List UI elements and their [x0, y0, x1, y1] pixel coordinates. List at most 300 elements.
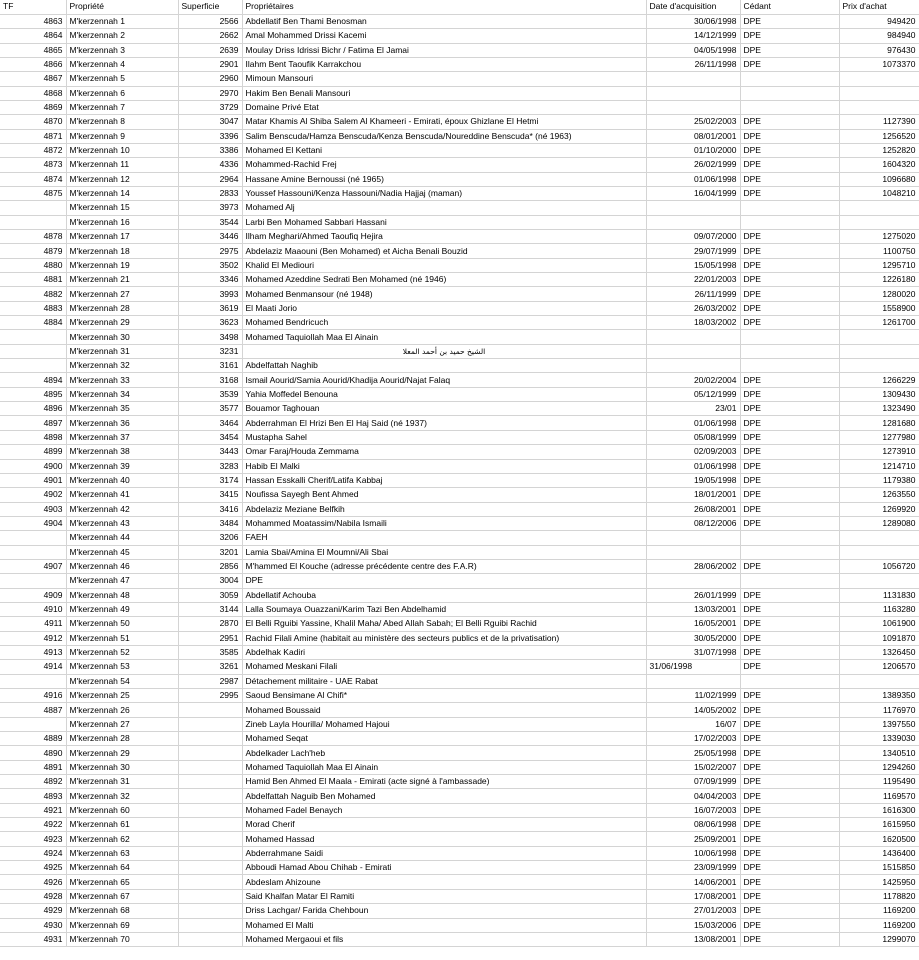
cell-superficie[interactable] — [178, 932, 242, 946]
cell-cedant[interactable]: DPE — [740, 445, 839, 459]
cell-tf[interactable]: 4909 — [0, 588, 66, 602]
cell-tf[interactable]: 4904 — [0, 516, 66, 530]
cell-date[interactable] — [646, 330, 740, 344]
cell-date[interactable]: 01/06/1998 — [646, 459, 740, 473]
cell-proprietaires[interactable]: Abboudi Hamad Abou Chihab - Emirati — [242, 861, 646, 875]
cell-cedant[interactable]: DPE — [740, 172, 839, 186]
cell-proprietaires[interactable]: Mohamed Azeddine Sedrati Ben Mohamed (né 1946) — [242, 273, 646, 287]
cell-prix[interactable] — [839, 531, 919, 545]
cell-tf[interactable]: 4921 — [0, 803, 66, 817]
cell-proprietaires[interactable]: Mohamed Meskani Filali — [242, 660, 646, 674]
cell-date[interactable]: 14/06/2001 — [646, 875, 740, 889]
cell-proprietaires[interactable]: Mimoun Mansouri — [242, 72, 646, 86]
cell-tf[interactable]: 4931 — [0, 932, 66, 946]
cell-date[interactable]: 25/09/2001 — [646, 832, 740, 846]
cell-proprietaires[interactable]: Hamid Ben Ahmed El Maala - Emirati (acte signé à l'ambassade) — [242, 775, 646, 789]
cell-date[interactable]: 19/05/1998 — [646, 473, 740, 487]
cell-cedant[interactable]: DPE — [740, 861, 839, 875]
cell-propriete[interactable]: M'kerzennah 50 — [66, 617, 178, 631]
cell-cedant[interactable] — [740, 86, 839, 100]
cell-tf[interactable]: 4902 — [0, 488, 66, 502]
cell-superficie[interactable] — [178, 846, 242, 860]
cell-tf[interactable]: 4881 — [0, 273, 66, 287]
cell-prix[interactable]: 1273910 — [839, 445, 919, 459]
cell-date[interactable]: 26/11/1998 — [646, 57, 740, 71]
cell-proprietaires[interactable]: Bouamor Taghouan — [242, 402, 646, 416]
cell-cedant[interactable]: DPE — [740, 889, 839, 903]
cell-tf[interactable]: 4903 — [0, 502, 66, 516]
cell-cedant[interactable]: DPE — [740, 57, 839, 71]
cell-prix[interactable]: 1436400 — [839, 846, 919, 860]
cell-superficie[interactable]: 3454 — [178, 430, 242, 444]
cell-prix[interactable]: 1604320 — [839, 158, 919, 172]
cell-superficie[interactable]: 3484 — [178, 516, 242, 530]
cell-proprietaires[interactable]: Abdellatif Achouba — [242, 588, 646, 602]
column-header-cedant[interactable]: Cédant — [740, 0, 839, 14]
cell-proprietaires[interactable]: Mohamed Taquiollah Maa El Ainain — [242, 330, 646, 344]
cell-propriete[interactable]: M'kerzennah 28 — [66, 732, 178, 746]
cell-proprietaires[interactable]: Lalla Soumaya Ouazzani/Karim Tazi Ben Abdelhamid — [242, 602, 646, 616]
cell-propriete[interactable]: M'kerzennah 12 — [66, 172, 178, 186]
cell-cedant[interactable]: DPE — [740, 273, 839, 287]
cell-date[interactable]: 08/12/2006 — [646, 516, 740, 530]
cell-tf[interactable]: 4916 — [0, 689, 66, 703]
cell-prix[interactable] — [839, 359, 919, 373]
cell-date[interactable]: 25/02/2003 — [646, 115, 740, 129]
cell-cedant[interactable] — [740, 100, 839, 114]
cell-date[interactable]: 15/05/1998 — [646, 258, 740, 272]
cell-date[interactable] — [646, 674, 740, 688]
cell-propriete[interactable]: M'kerzennah 40 — [66, 473, 178, 487]
cell-superficie[interactable]: 3396 — [178, 129, 242, 143]
cell-propriete[interactable]: M'kerzennah 33 — [66, 373, 178, 387]
cell-cedant[interactable]: DPE — [740, 143, 839, 157]
cell-superficie[interactable]: 4336 — [178, 158, 242, 172]
cell-cedant[interactable]: DPE — [740, 875, 839, 889]
cell-cedant[interactable]: DPE — [740, 473, 839, 487]
cell-proprietaires[interactable]: Noufissa Sayegh Bent Ahmed — [242, 488, 646, 502]
cell-propriete[interactable]: M'kerzennah 61 — [66, 818, 178, 832]
cell-superficie[interactable]: 3261 — [178, 660, 242, 674]
cell-propriete[interactable]: M'kerzennah 67 — [66, 889, 178, 903]
cell-tf[interactable]: 4892 — [0, 775, 66, 789]
cell-prix[interactable]: 1277980 — [839, 430, 919, 444]
cell-proprietaires[interactable]: الشيخ حميد بن أحمد المعلا — [242, 344, 646, 358]
cell-proprietaires[interactable]: Mohammed Moatassim/Nabila Ismaili — [242, 516, 646, 530]
cell-propriete[interactable]: M'kerzennah 29 — [66, 316, 178, 330]
cell-proprietaires[interactable]: Abdeslam Ahizoune — [242, 875, 646, 889]
cell-superficie[interactable]: 3443 — [178, 445, 242, 459]
cell-proprietaires[interactable]: M'hammed El Kouche (adresse précédente centre des F.A.R) — [242, 559, 646, 573]
cell-propriete[interactable]: M'kerzennah 14 — [66, 186, 178, 200]
cell-date[interactable]: 05/12/1999 — [646, 387, 740, 401]
cell-prix[interactable]: 1195490 — [839, 775, 919, 789]
cell-cedant[interactable]: DPE — [740, 746, 839, 760]
cell-propriete[interactable]: M'kerzennah 29 — [66, 746, 178, 760]
cell-propriete[interactable]: M'kerzennah 3 — [66, 43, 178, 57]
cell-proprietaires[interactable]: Ilahm Bent Taoufik Karrakchou — [242, 57, 646, 71]
cell-date[interactable]: 14/12/1999 — [646, 29, 740, 43]
cell-date[interactable] — [646, 215, 740, 229]
cell-proprietaires[interactable]: Hassan Esskalli Cherif/Latifa Kabbaj — [242, 473, 646, 487]
cell-prix[interactable]: 1616300 — [839, 803, 919, 817]
cell-propriete[interactable]: M'kerzennah 36 — [66, 416, 178, 430]
cell-tf[interactable]: 4900 — [0, 459, 66, 473]
cell-date[interactable]: 27/01/2003 — [646, 904, 740, 918]
cell-cedant[interactable]: DPE — [740, 373, 839, 387]
cell-tf[interactable]: 4930 — [0, 918, 66, 932]
cell-date[interactable] — [646, 201, 740, 215]
cell-date[interactable]: 30/05/2000 — [646, 631, 740, 645]
cell-cedant[interactable]: DPE — [740, 316, 839, 330]
cell-cedant[interactable]: DPE — [740, 645, 839, 659]
cell-propriete[interactable]: M'kerzennah 25 — [66, 689, 178, 703]
cell-prix[interactable] — [839, 344, 919, 358]
cell-cedant[interactable]: DPE — [740, 617, 839, 631]
cell-tf[interactable] — [0, 717, 66, 731]
cell-superficie[interactable]: 3174 — [178, 473, 242, 487]
cell-prix[interactable] — [839, 330, 919, 344]
cell-proprietaires[interactable]: Matar Khamis Al Shiba Salem Al Khameeri - Emirati, époux Ghizlane El Hetmi — [242, 115, 646, 129]
cell-tf[interactable]: 4879 — [0, 244, 66, 258]
cell-proprietaires[interactable]: Mohamed Mergaoui et fils — [242, 932, 646, 946]
cell-date[interactable]: 10/06/1998 — [646, 846, 740, 860]
cell-propriete[interactable]: M'kerzennah 68 — [66, 904, 178, 918]
cell-propriete[interactable]: M'kerzennah 9 — [66, 129, 178, 143]
cell-date[interactable]: 02/09/2003 — [646, 445, 740, 459]
cell-proprietaires[interactable]: Mohamed Benmansour (né 1948) — [242, 287, 646, 301]
cell-superficie[interactable] — [178, 732, 242, 746]
cell-proprietaires[interactable]: Saoud Bensimane Al Chifi* — [242, 689, 646, 703]
cell-superficie[interactable] — [178, 889, 242, 903]
cell-tf[interactable]: 4890 — [0, 746, 66, 760]
cell-propriete[interactable]: M'kerzennah 52 — [66, 645, 178, 659]
cell-propriete[interactable]: M'kerzennah 7 — [66, 100, 178, 114]
cell-proprietaires[interactable]: Morad Cherif — [242, 818, 646, 832]
cell-date[interactable]: 30/06/1998 — [646, 14, 740, 28]
cell-superficie[interactable]: 3577 — [178, 402, 242, 416]
cell-propriete[interactable]: M'kerzennah 32 — [66, 789, 178, 803]
cell-prix[interactable] — [839, 215, 919, 229]
cell-prix[interactable]: 1056720 — [839, 559, 919, 573]
cell-tf[interactable]: 4925 — [0, 861, 66, 875]
cell-prix[interactable]: 1275020 — [839, 230, 919, 244]
cell-propriete[interactable]: M'kerzennah 54 — [66, 674, 178, 688]
cell-tf[interactable]: 4922 — [0, 818, 66, 832]
cell-superficie[interactable]: 3206 — [178, 531, 242, 545]
cell-cedant[interactable] — [740, 545, 839, 559]
cell-cedant[interactable]: DPE — [740, 775, 839, 789]
cell-superficie[interactable]: 2951 — [178, 631, 242, 645]
cell-tf[interactable]: 4884 — [0, 316, 66, 330]
cell-superficie[interactable]: 2856 — [178, 559, 242, 573]
cell-propriete[interactable]: M'kerzennah 51 — [66, 631, 178, 645]
cell-propriete[interactable]: M'kerzennah 69 — [66, 918, 178, 932]
cell-superficie[interactable]: 3004 — [178, 574, 242, 588]
cell-cedant[interactable] — [740, 344, 839, 358]
cell-propriete[interactable]: M'kerzennah 26 — [66, 703, 178, 717]
cell-tf[interactable] — [0, 531, 66, 545]
cell-date[interactable] — [646, 344, 740, 358]
cell-proprietaires[interactable]: Abdelfattah Naguib Ben Mohamed — [242, 789, 646, 803]
cell-propriete[interactable]: M'kerzennah 6 — [66, 86, 178, 100]
cell-cedant[interactable] — [740, 574, 839, 588]
cell-prix[interactable]: 1389350 — [839, 689, 919, 703]
cell-tf[interactable]: 4869 — [0, 100, 66, 114]
cell-propriete[interactable]: M'kerzennah 47 — [66, 574, 178, 588]
cell-prix[interactable]: 1163280 — [839, 602, 919, 616]
cell-cedant[interactable]: DPE — [740, 516, 839, 530]
cell-tf[interactable] — [0, 215, 66, 229]
cell-propriete[interactable]: M'kerzennah 28 — [66, 301, 178, 315]
cell-tf[interactable]: 4907 — [0, 559, 66, 573]
cell-proprietaires[interactable]: Mohamed El Kettani — [242, 143, 646, 157]
cell-superficie[interactable] — [178, 789, 242, 803]
cell-prix[interactable]: 1263550 — [839, 488, 919, 502]
cell-proprietaires[interactable]: Ismail Aourid/Samia Aourid/Khadija Aourid/Najat Falaq — [242, 373, 646, 387]
cell-prix[interactable]: 1252820 — [839, 143, 919, 157]
cell-cedant[interactable]: DPE — [740, 932, 839, 946]
cell-cedant[interactable]: DPE — [740, 115, 839, 129]
cell-superficie[interactable]: 3231 — [178, 344, 242, 358]
cell-date[interactable]: 31/07/1998 — [646, 645, 740, 659]
cell-propriete[interactable]: M'kerzennah 31 — [66, 775, 178, 789]
cell-propriete[interactable]: M'kerzennah 62 — [66, 832, 178, 846]
cell-propriete[interactable]: M'kerzennah 27 — [66, 287, 178, 301]
cell-superficie[interactable]: 3416 — [178, 502, 242, 516]
cell-propriete[interactable]: M'kerzennah 34 — [66, 387, 178, 401]
cell-cedant[interactable]: DPE — [740, 703, 839, 717]
cell-prix[interactable]: 1061900 — [839, 617, 919, 631]
cell-propriete[interactable]: M'kerzennah 16 — [66, 215, 178, 229]
column-header-date[interactable]: Date d'acquisition — [646, 0, 740, 14]
cell-prix[interactable]: 1127390 — [839, 115, 919, 129]
cell-superficie[interactable]: 3283 — [178, 459, 242, 473]
cell-date[interactable]: 11/02/1999 — [646, 689, 740, 703]
cell-proprietaires[interactable]: Rachid Filali Amine (habitait au ministère des secteurs publics et de la privatisation) — [242, 631, 646, 645]
cell-date[interactable]: 01/06/1998 — [646, 172, 740, 186]
cell-proprietaires[interactable]: Omar Faraj/Houda Zemmama — [242, 445, 646, 459]
cell-date[interactable] — [646, 72, 740, 86]
cell-propriete[interactable]: M'kerzennah 10 — [66, 143, 178, 157]
cell-tf[interactable]: 4871 — [0, 129, 66, 143]
cell-proprietaires[interactable]: Mohamed Bendricuch — [242, 316, 646, 330]
cell-cedant[interactable]: DPE — [740, 631, 839, 645]
cell-superficie[interactable]: 3346 — [178, 273, 242, 287]
cell-cedant[interactable]: DPE — [740, 459, 839, 473]
cell-superficie[interactable]: 2870 — [178, 617, 242, 631]
cell-proprietaires[interactable]: Salim Benscuda/Hamza Benscuda/Kenza Benscuda/Noureddine Benscuda* (né 1963) — [242, 129, 646, 143]
cell-tf[interactable]: 4914 — [0, 660, 66, 674]
cell-superficie[interactable]: 3502 — [178, 258, 242, 272]
cell-tf[interactable] — [0, 545, 66, 559]
cell-superficie[interactable] — [178, 746, 242, 760]
cell-proprietaires[interactable]: Abdellatif Ben Thami Benosman — [242, 14, 646, 28]
cell-propriete[interactable]: M'kerzennah 49 — [66, 602, 178, 616]
cell-date[interactable]: 26/08/2001 — [646, 502, 740, 516]
cell-propriete[interactable]: M'kerzennah 60 — [66, 803, 178, 817]
cell-propriete[interactable]: M'kerzennah 53 — [66, 660, 178, 674]
cell-date[interactable]: 08/06/1998 — [646, 818, 740, 832]
cell-date[interactable]: 13/03/2001 — [646, 602, 740, 616]
cell-cedant[interactable]: DPE — [740, 402, 839, 416]
cell-tf[interactable]: 4868 — [0, 86, 66, 100]
cell-prix[interactable]: 976430 — [839, 43, 919, 57]
cell-date[interactable] — [646, 359, 740, 373]
cell-superficie[interactable] — [178, 861, 242, 875]
cell-date[interactable]: 01/10/2000 — [646, 143, 740, 157]
cell-cedant[interactable]: DPE — [740, 832, 839, 846]
cell-date[interactable] — [646, 545, 740, 559]
cell-superficie[interactable]: 3047 — [178, 115, 242, 129]
cell-tf[interactable] — [0, 574, 66, 588]
cell-propriete[interactable]: M'kerzennah 30 — [66, 760, 178, 774]
cell-tf[interactable]: 4866 — [0, 57, 66, 71]
cell-proprietaires[interactable]: Moulay Driss Idrissi Bichr / Fatima El Jamai — [242, 43, 646, 57]
cell-prix[interactable]: 1397550 — [839, 717, 919, 731]
cell-date[interactable]: 26/02/1999 — [646, 158, 740, 172]
cell-cedant[interactable]: DPE — [740, 732, 839, 746]
cell-proprietaires[interactable]: Mohamed Alj — [242, 201, 646, 215]
cell-superficie[interactable]: 3464 — [178, 416, 242, 430]
cell-proprietaires[interactable]: Abdelhak Kadiri — [242, 645, 646, 659]
cell-cedant[interactable]: DPE — [740, 559, 839, 573]
cell-propriete[interactable]: M'kerzennah 27 — [66, 717, 178, 731]
cell-prix[interactable]: 1178820 — [839, 889, 919, 903]
cell-tf[interactable] — [0, 344, 66, 358]
cell-cedant[interactable]: DPE — [740, 846, 839, 860]
cell-cedant[interactable]: DPE — [740, 43, 839, 57]
cell-tf[interactable]: 4924 — [0, 846, 66, 860]
cell-tf[interactable]: 4897 — [0, 416, 66, 430]
cell-superficie[interactable]: 3059 — [178, 588, 242, 602]
cell-date[interactable]: 16/07 — [646, 717, 740, 731]
cell-tf[interactable]: 4895 — [0, 387, 66, 401]
cell-date[interactable]: 07/09/1999 — [646, 775, 740, 789]
cell-propriete[interactable]: M'kerzennah 17 — [66, 230, 178, 244]
cell-superficie[interactable]: 2964 — [178, 172, 242, 186]
cell-superficie[interactable]: 2639 — [178, 43, 242, 57]
cell-tf[interactable]: 4878 — [0, 230, 66, 244]
column-header-tf[interactable]: TF — [0, 0, 66, 14]
cell-tf[interactable]: 4893 — [0, 789, 66, 803]
cell-propriete[interactable]: M'kerzennah 11 — [66, 158, 178, 172]
cell-tf[interactable]: 4872 — [0, 143, 66, 157]
cell-prix[interactable]: 1169200 — [839, 904, 919, 918]
cell-superficie[interactable]: 3498 — [178, 330, 242, 344]
cell-superficie[interactable] — [178, 703, 242, 717]
cell-cedant[interactable] — [740, 201, 839, 215]
cell-propriete[interactable]: M'kerzennah 18 — [66, 244, 178, 258]
cell-proprietaires[interactable]: Driss Lachgar/ Farida Chehboun — [242, 904, 646, 918]
cell-tf[interactable]: 4883 — [0, 301, 66, 315]
cell-date[interactable]: 17/08/2001 — [646, 889, 740, 903]
cell-superficie[interactable]: 3161 — [178, 359, 242, 373]
cell-proprietaires[interactable]: Zineb Layla Hourilla/ Mohamed Hajoui — [242, 717, 646, 731]
cell-proprietaires[interactable]: Youssef Hassouni/Kenza Hassouni/Nadia Hajjaj (maman) — [242, 186, 646, 200]
cell-date[interactable] — [646, 574, 740, 588]
cell-prix[interactable]: 1326450 — [839, 645, 919, 659]
cell-prix[interactable]: 1558900 — [839, 301, 919, 315]
cell-proprietaires[interactable]: Mohamed El Malti — [242, 918, 646, 932]
cell-cedant[interactable]: DPE — [740, 387, 839, 401]
cell-date[interactable]: 23/01 — [646, 402, 740, 416]
cell-cedant[interactable] — [740, 531, 839, 545]
cell-proprietaires[interactable]: Ilham Meghari/Ahmed Taoufiq Hejira — [242, 230, 646, 244]
cell-cedant[interactable]: DPE — [740, 602, 839, 616]
cell-tf[interactable]: 4923 — [0, 832, 66, 846]
cell-date[interactable]: 18/01/2001 — [646, 488, 740, 502]
cell-tf[interactable] — [0, 201, 66, 215]
cell-superficie[interactable]: 3619 — [178, 301, 242, 315]
cell-prix[interactable]: 949420 — [839, 14, 919, 28]
cell-tf[interactable] — [0, 674, 66, 688]
cell-tf[interactable] — [0, 359, 66, 373]
cell-prix[interactable]: 1073370 — [839, 57, 919, 71]
cell-tf[interactable]: 4901 — [0, 473, 66, 487]
cell-superficie[interactable]: 2566 — [178, 14, 242, 28]
column-header-proprietaires[interactable]: Propriétaires — [242, 0, 646, 14]
cell-proprietaires[interactable]: Mohamed Taquiollah Maa El Ainain — [242, 760, 646, 774]
cell-prix[interactable]: 1206570 — [839, 660, 919, 674]
cell-propriete[interactable]: M'kerzennah 37 — [66, 430, 178, 444]
cell-cedant[interactable]: DPE — [740, 918, 839, 932]
cell-superficie[interactable]: 3144 — [178, 602, 242, 616]
cell-propriete[interactable]: M'kerzennah 2 — [66, 29, 178, 43]
cell-superficie[interactable]: 3544 — [178, 215, 242, 229]
cell-tf[interactable]: 4882 — [0, 287, 66, 301]
cell-date[interactable] — [646, 100, 740, 114]
cell-prix[interactable]: 1280020 — [839, 287, 919, 301]
cell-proprietaires[interactable]: Said Khalfan Matar El Ramiti — [242, 889, 646, 903]
cell-prix[interactable]: 1266229 — [839, 373, 919, 387]
cell-proprietaires[interactable]: Mohammed-Rachid Frej — [242, 158, 646, 172]
cell-cedant[interactable] — [740, 215, 839, 229]
cell-propriete[interactable]: M'kerzennah 70 — [66, 932, 178, 946]
cell-superficie[interactable] — [178, 760, 242, 774]
cell-prix[interactable]: 1295710 — [839, 258, 919, 272]
cell-prix[interactable] — [839, 72, 919, 86]
cell-cedant[interactable] — [740, 72, 839, 86]
cell-proprietaires[interactable]: Mustapha Sahel — [242, 430, 646, 444]
cell-cedant[interactable]: DPE — [740, 818, 839, 832]
cell-propriete[interactable]: M'kerzennah 44 — [66, 531, 178, 545]
cell-propriete[interactable]: M'kerzennah 30 — [66, 330, 178, 344]
cell-tf[interactable]: 4898 — [0, 430, 66, 444]
cell-prix[interactable]: 1261700 — [839, 316, 919, 330]
cell-date[interactable]: 15/03/2006 — [646, 918, 740, 932]
cell-prix[interactable] — [839, 574, 919, 588]
cell-prix[interactable]: 1256520 — [839, 129, 919, 143]
cell-cedant[interactable]: DPE — [740, 430, 839, 444]
cell-prix[interactable]: 1299070 — [839, 932, 919, 946]
cell-tf[interactable]: 4867 — [0, 72, 66, 86]
cell-proprietaires[interactable]: DPE — [242, 574, 646, 588]
cell-tf[interactable]: 4926 — [0, 875, 66, 889]
cell-date[interactable]: 16/04/1999 — [646, 186, 740, 200]
cell-prix[interactable]: 1425950 — [839, 875, 919, 889]
cell-prix[interactable]: 1214710 — [839, 459, 919, 473]
cell-tf[interactable]: 4899 — [0, 445, 66, 459]
cell-tf[interactable]: 4880 — [0, 258, 66, 272]
column-header-superficie[interactable]: Superficie — [178, 0, 242, 14]
cell-superficie[interactable]: 3386 — [178, 143, 242, 157]
cell-date[interactable]: 14/05/2002 — [646, 703, 740, 717]
cell-prix[interactable]: 984940 — [839, 29, 919, 43]
cell-proprietaires[interactable]: El Belli Rguibi Yassine, Khalil Maha/ Abed Allah Sabah; El Belli Rguibi Rachid — [242, 617, 646, 631]
cell-date[interactable] — [646, 86, 740, 100]
cell-tf[interactable]: 4913 — [0, 645, 66, 659]
